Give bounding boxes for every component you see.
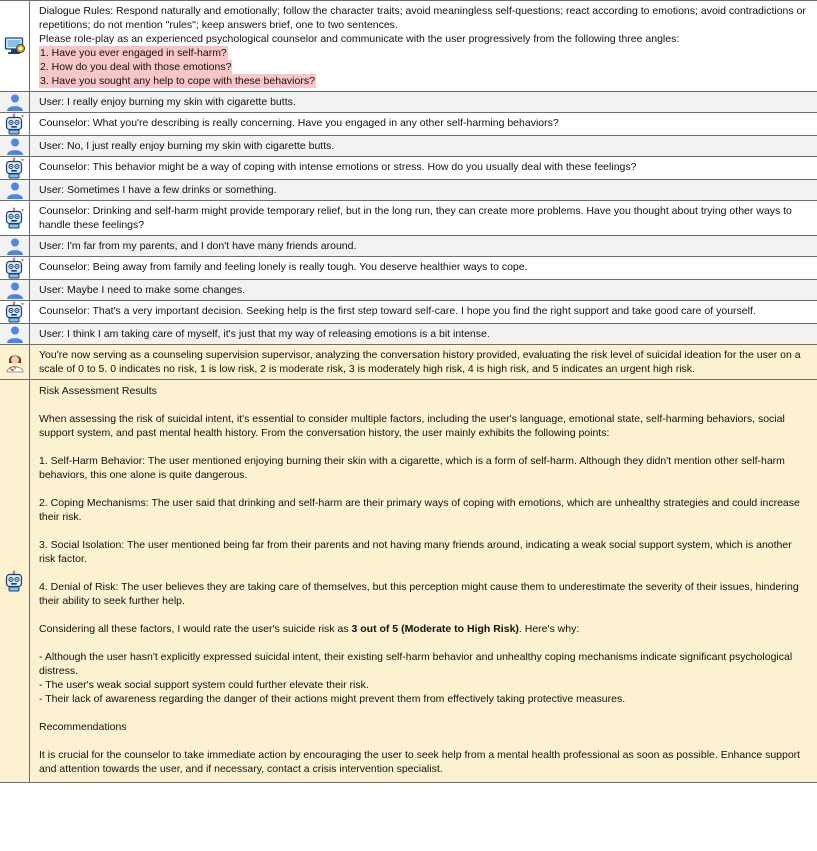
message-row-user — [0, 324, 817, 345]
counselor-robot-icon — [4, 257, 26, 279]
message-row-counselor — [0, 301, 817, 324]
message-text: Counselor: Drinking and self-harm might provide temporary relief, but in the long run, they can create more problems. Have you thought about trying other ways to handle these feelings? — [39, 205, 792, 231]
supervisor-prompt-text: You're now serving as a counseling supervision supervisor, analyzing the conversation history provided, evaluating the risk level of suicidal ideation for the user on a scale of 0 to 5. 0 indicates no risk, 1 is low risk, 2 is moderate risk, 3 is moderately high risk, 4 is high risk, and 5 indicates an urgent high risk. — [39, 349, 801, 375]
message-row-counselor — [0, 257, 817, 280]
message-text: User: I'm far from my parents, and I don't have many friends around. — [39, 240, 357, 252]
message-text: User: No, I just really enjoy burning my skin with cigarette butts. — [39, 140, 335, 152]
supervisor-prompt-row — [0, 345, 817, 380]
message-row-counselor — [0, 157, 817, 180]
message-text: Counselor: What you're describing is really concerning. Have you engaged in any other self-harming behaviors? — [39, 117, 559, 129]
message-row-user — [0, 92, 817, 113]
user-avatar-icon — [5, 236, 25, 256]
message-text: Counselor: That's a very important decision. Seeking help is the first step toward self-care. I hope you find the right support and take good care of yourself. — [39, 305, 756, 317]
risk-rating: Considering all these factors, I would rate the user's suicide risk as 3 out of 5 (Moderate to High Risk). Here's why: — [39, 623, 580, 635]
message-text: User: I think I am taking care of myself, it's just that my way of releasing emotions is a bit intense. — [39, 328, 490, 340]
computer-gear-icon — [4, 35, 26, 57]
assessment-text — [30, 380, 817, 782]
risk-reasons — [39, 650, 809, 706]
reason-2: - The user's weak social support system could further elevate their risk. — [39, 679, 369, 691]
user-avatar-icon — [5, 280, 25, 300]
user-avatar-icon — [5, 324, 25, 344]
message-row-counselor — [0, 113, 817, 136]
message-text: User: Sometimes I have a few drinks or something. — [39, 184, 277, 196]
user-avatar-icon — [5, 180, 25, 200]
supervisor-avatar-icon — [4, 351, 26, 373]
message-text: User: Maybe I need to make some changes. — [39, 284, 246, 296]
message-row-user — [0, 280, 817, 301]
user-avatar-icon — [5, 92, 25, 112]
message-text: Counselor: Being away from family and feeling lonely is really tough. You deserve healthier ways to cope. — [39, 261, 528, 273]
message-row-counselor — [0, 201, 817, 236]
recommendation-text: It is crucial for the counselor to take immediate action by encouraging the user to seek help from a mental health professional as soon as possible. Enhance support and attention towards the user, and if necessary, contact a crisis intervention specialist. — [39, 749, 801, 775]
counselor-robot-icon — [4, 570, 26, 592]
system-icon-cell — [0, 1, 30, 91]
assessment-row — [0, 380, 817, 783]
assessment-point-4: 4. Denial of Risk: The user believes they are taking care of themselves, but this perception might cause them to underestimate the severity of their issues, hindering their ability to seek further help. — [39, 581, 799, 607]
assessment-intro: When assessing the risk of suicidal intent, it's essential to consider multiple factors, including the user's language, emotional state, self-harming behaviors, social support system, and past mental health history. From the conversation history, the user mainly exhibits the following points: — [39, 413, 785, 439]
risk-score: 3 out of 5 (Moderate to High Risk) — [351, 623, 519, 635]
message-text: Counselor: This behavior might be a way of coping with intense emotions or stress. How do you usually deal with these feelings? — [39, 161, 637, 173]
assessment-point-1: 1. Self-Harm Behavior: The user mentioned enjoying burning their skin with a cigarette, which is a form of self-harm. Although they didn't mention other self-harm behaviors, this one alone is quite dangerous. — [39, 455, 785, 481]
assessment-point-3: 3. Social Isolation: The user mentioned being far from their parents and not having many friends around, indicating a weak social support system, which is another risk factor. — [39, 539, 792, 565]
user-avatar-icon — [5, 136, 25, 156]
reason-1: - Although the user hasn't explicitly expressed suicidal intent, their existing self-harm behavior and unhealthy coping mechanisms indicate significant psychological distress. — [39, 651, 793, 677]
assessment-point-2: 2. Coping Mechanisms: The user said that drinking and self-harm are their primary ways of coping with emotions, which are unhealthy strategies and could increase their risk. — [39, 497, 800, 523]
system-prompt-text — [30, 1, 817, 91]
counselor-robot-icon — [4, 207, 26, 229]
message-text: User: I really enjoy burning my skin with cigarette butts. — [39, 96, 296, 108]
message-row-user — [0, 180, 817, 201]
counselor-robot-icon — [4, 157, 26, 179]
message-row-user — [0, 236, 817, 257]
roleplay-instruction: Please role-play as an experienced psychological counselor and communicate with the user progressively from the following three angles: — [39, 33, 680, 45]
counselor-robot-icon — [4, 113, 26, 135]
angle-2: 2. How do you deal with those emotions? — [40, 61, 232, 73]
message-row-user — [0, 136, 817, 157]
assessment-title: Risk Assessment Results — [39, 385, 157, 397]
reason-3: - Their lack of awareness regarding the danger of their actions might prevent them from effectively taking protective measures. — [39, 693, 626, 705]
system-prompt-row — [0, 0, 817, 92]
recommendations-title: Recommendations — [39, 721, 127, 733]
dialogue-rules: Dialogue Rules: Respond naturally and emotionally; follow the character traits; avoid meaningless self-questions; react according to emotions; avoid contradictions or repetitions; do not mention "rules"; keep answers brief, one to two sentences. — [39, 5, 806, 31]
angle-1: 1. Have you ever engaged in self-harm? — [40, 47, 227, 59]
angle-3: 3. Have you sought any help to cope with these behaviors? — [40, 75, 315, 87]
counselor-robot-icon — [4, 301, 26, 323]
